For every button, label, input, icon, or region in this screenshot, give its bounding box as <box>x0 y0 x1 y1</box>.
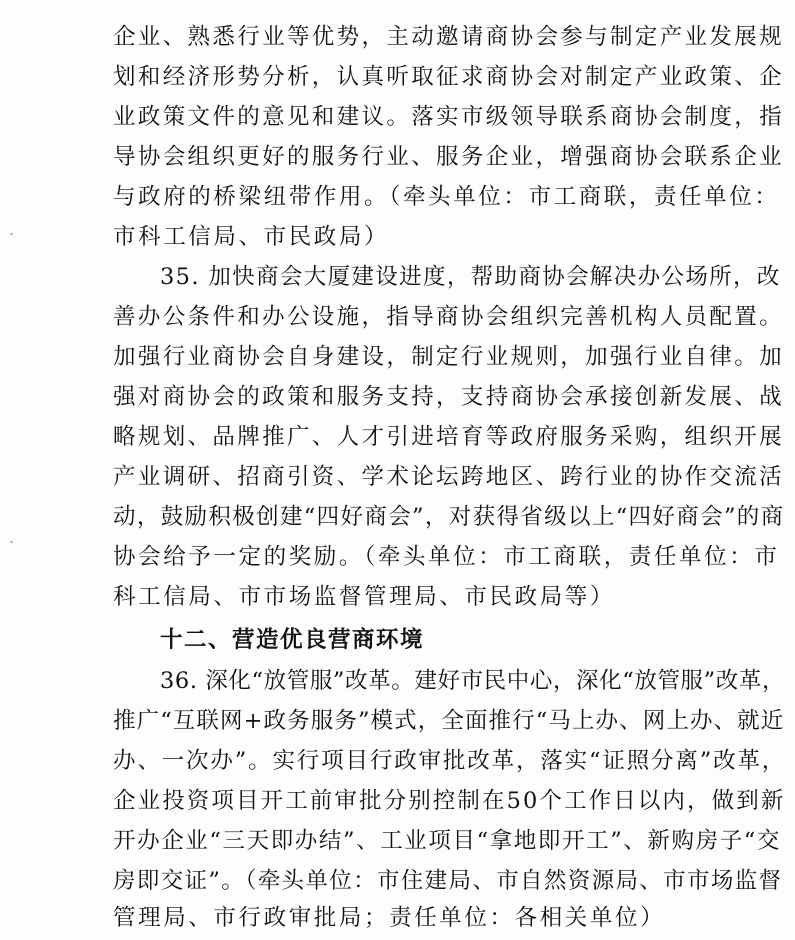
paragraph-line: 科工信局、市市场监督管理局、市民政局等） <box>113 584 616 610</box>
paragraph-line: 企业、熟悉行业等优势，主动邀请商协会参与制定产业发展规 <box>113 24 784 50</box>
paragraph-line: 产业调研、招商引资、学术论坛跨地区、跨行业的协作交流活 <box>113 464 784 490</box>
paragraph-line: 略规划、品牌推广、人才引进培育等政府服务采购，组织开展 <box>113 424 784 450</box>
paragraph-line: 企业投资项目开工前审批分别控制在50个工作日以内，做到新 <box>113 788 786 814</box>
paragraph-line: 导协会组织更好的服务行业、服务企业，增强商协会联系企业 <box>113 144 784 170</box>
scan-mark <box>10 233 13 235</box>
paragraph-line: 协会给予一定的奖励。（牵头单位：市工商联，责任单位：市 <box>113 544 780 570</box>
paragraph-line: 划和经济形势分析，认真听取征求商协会对制定产业政策、企 <box>113 64 784 90</box>
paragraph-line: 加强行业商协会自身建设，制定行业规则，加强行业自律。加 <box>113 344 784 370</box>
paragraph-line: 管理局、市行政审批局；责任单位：各相关单位） <box>113 905 666 931</box>
section-heading: 十二、营造优良营商环境 <box>160 627 425 653</box>
paragraph-line: 与政府的桥梁纽带作用。（牵头单位：市工商联，责任单位： <box>113 184 780 210</box>
paragraph-line: 开办企业“三天即办结”、工业项目“拿地即开工”、新购房子“交 <box>113 828 782 854</box>
paragraph-line: 房即交证”。（牵头单位：市住建局、市自然资源局、市市场监督 <box>113 868 783 894</box>
paragraph-line: 强对商协会的政策和服务支持，支持商协会承接创新发展、战 <box>113 384 784 410</box>
paragraph-line: 35. 加快商会大厦建设进度，帮助商协会解决办公场所，改 <box>160 264 781 290</box>
scan-mark <box>10 541 13 543</box>
paragraph-line: 动，鼓励积极创建“四好商会”，对获得省级以上“四好商会”的商 <box>113 504 785 530</box>
paragraph-line: 办、一次办”。实行项目行政审批改革，落实“证照分离”改革， <box>113 748 787 774</box>
paragraph-line: 推广“互联网+政务服务”模式，全面推行“马上办、网上办、就近 <box>113 708 785 734</box>
paragraph-line: 市科工信局、市民政局） <box>113 224 390 250</box>
paragraph-line: 业政策文件的意见和建议。落实市级领导联系商协会制度，指 <box>113 104 784 130</box>
paragraph-line: 36. 深化“放管服”改革。建好市民中心，深化“放管服”改革， <box>160 668 786 694</box>
paragraph-line: 善办公条件和办公设施，指导商协会组织完善机构人员配置。 <box>113 304 784 330</box>
